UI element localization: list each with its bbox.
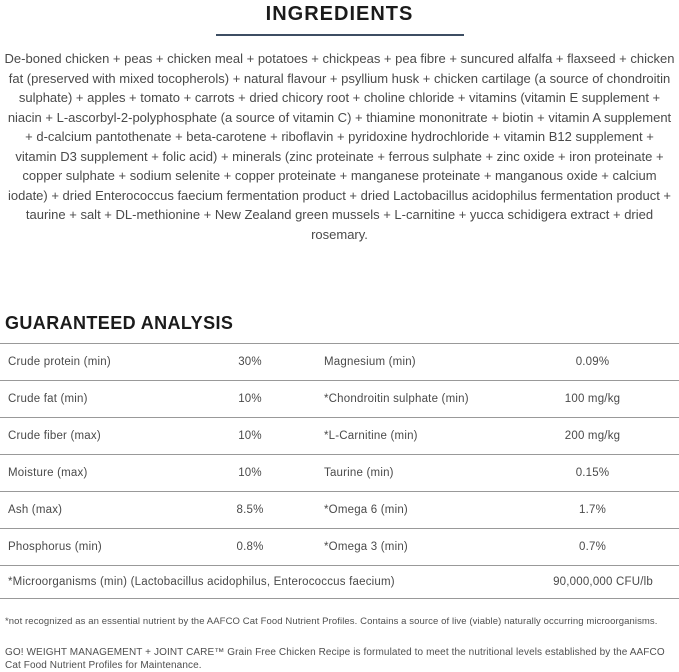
nutrient-value: 1.7% [578,504,606,516]
guaranteed-analysis-table [0,343,679,599]
table-row [0,454,679,491]
ingredients-paragraph: De-boned chicken + peas + chicken meal + potatoes + chickpeas + pea fibre + suncured alfalfa + flaxseed + chicken fat (preserved with mixed tocopherols) + natural flavour + psyllium husk + chicken cartilage (a source of chondroitin sulphate) + apples + tomato + carrots + dried chicory root + choline chloride + vitamins (vitamin E supplement + niacin + L-ascorbyl-2-polyphosphate (a source of vitamin C) + thiamine mononitrate + biotin + vitamin A supplement + d-calcium pantothenate + beta-carotene + riboflavin + pyridoxine hydrochloride + vitamin B12 supplement + vitamin D3 supplement + folic acid) + minerals (zinc proteinate + ferrous sulphate + zinc oxide + iron proteinate + copper sulphate + sodium selenite + copper proteinate + manganese proteinate + manganous oxide + calcium iodate) + dried Enterococcus faecium fermentation product + dried Lactobacillus acidophilus fermentation product + taurine + salt + DL-methionine + New Zealand green mussels + L-carnitine + yucca schidigera extract + dried rosemary. [4,51,675,242]
aafco-statement: GO! WEIGHT MANAGEMENT + JOINT CARE™ Grain Free Chicken Recipe is formulated to meet the nutritional levels established by the AAFCO Cat Food Nutrient Profiles for Maintenance. [5,647,665,671]
nutrient-value: 10% [238,467,262,479]
nutrient-value: 0.15% [575,467,610,479]
nutrient-value: 100 mg/kg [564,393,621,405]
nutrient-label: Phosphorus (min) [8,541,102,553]
nutrient-label: Magnesium (min) [324,356,416,368]
nutrient-label: *Microorganisms (min) (Lactobacillus acidophilus, Enterococcus faecium) [8,576,395,588]
nutrient-label: Crude fiber (max) [8,430,101,442]
nutrient-label: *Omega 3 (min) [324,541,408,553]
nutrient-value: 0.09% [575,356,610,368]
nutrient-value: 200 mg/kg [564,430,621,442]
nutrient-label: Ash (max) [8,504,63,516]
nutrient-label: *L-Carnitine (min) [324,430,418,442]
nutrient-label: *Chondroitin sulphate (min) [324,393,469,405]
title-underline-rule [216,34,464,36]
nutrient-value: 30% [238,356,262,368]
nutrient-label: Crude fat (min) [8,393,88,405]
nutrient-value: 90,000,000 CFU/lb [553,576,653,588]
table-row [0,343,679,380]
table-row [0,491,679,528]
nutrient-label: *Omega 6 (min) [324,504,408,516]
guaranteed-analysis-title: GUARANTEED ANALYSIS [5,313,234,333]
nutrient-value: 0.7% [578,541,606,553]
nutrient-value: 8.5% [236,504,264,516]
nutrient-value: 10% [238,430,262,442]
nutrient-value: 10% [238,393,262,405]
microorganisms-row [0,565,679,599]
nutrient-label: Taurine (min) [324,467,394,479]
nutrient-label: Crude protein (min) [8,356,111,368]
nutrient-value: 0.8% [236,541,264,553]
asterisk-footnote: *not recognized as an essential nutrient by the AAFCO Cat Food Nutrient Profiles. Contains a source of live (viable) naturally occurring microorganisms. [5,616,658,627]
table-row [0,380,679,417]
nutrient-label: Moisture (max) [8,467,88,479]
table-row [0,528,679,565]
ingredients-title: INGREDIENTS [265,3,414,25]
table-row [0,417,679,454]
